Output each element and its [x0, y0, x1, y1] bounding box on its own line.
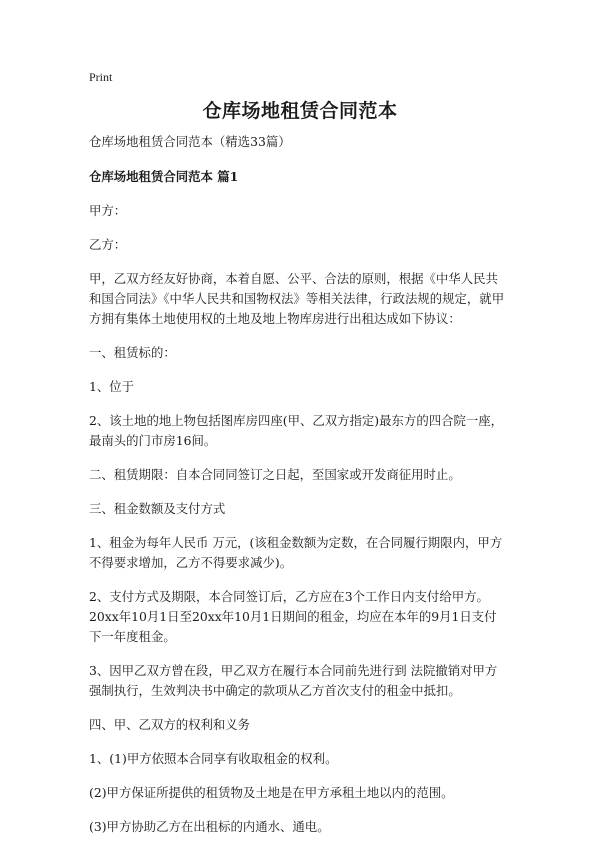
- paragraph-property: 2、该土地的地上物包括图库房四座(甲、乙双方指定)最东方的四合院一座，最南头的门市房16间。: [89, 413, 504, 448]
- document-body: [89, 132, 505, 851]
- paragraph-payment: 2、支付方式及期限，本合同签订后，乙方应在3个工作日内支付给甲方。20xx年10月1日至20xx年10月1日期间的租金，均应在本年的9月1日支付下一年度租金。: [89, 589, 497, 644]
- paragraph-right-1: 1、(1)甲方依照本合同享有收取租金的权利。: [89, 751, 338, 766]
- paragraph-term: 二、租赁期限：自本合同同签订之日起，至国家或开发商征用时止。: [89, 467, 461, 482]
- document-subtitle: 仓库场地租赁合同范本（精选33篇）: [89, 134, 291, 149]
- paragraph-right-2: (2)甲方保证所提供的租赁物及土地是在甲方承租土地以内的范围。: [89, 785, 454, 800]
- paragraph-clause-heading: 一、租赁标的：: [89, 345, 176, 360]
- paragraph-right-3: (3)甲方协助乙方在出租标的内通水、通电。: [89, 819, 330, 834]
- paragraph-location: 1、位于: [89, 379, 135, 394]
- paragraph-rent-amount: 1、租金为每年人民币 万元，(该租金数额为定数，在合同履行期限内，甲方不得要求增加，乙方不得要求减少)。: [89, 535, 503, 570]
- paragraph-clause-heading: 三、租金数额及支付方式: [89, 501, 226, 516]
- document-title: 仓库场地租赁合同范本: [202, 100, 398, 122]
- paragraph-clause-heading: 四、甲、乙双方的权利和义务: [89, 717, 251, 732]
- section-heading: 仓库场地租赁合同范本 篇1: [89, 169, 239, 184]
- print-link[interactable]: Print: [89, 70, 113, 84]
- paragraph-preamble: 甲，乙双方经友好协商，本着自愿、公平、合法的原则，根据《中华人民共和国合同法》《中华人民共和国物权法》等相关法律，行政法规的规定，就甲方拥有集体土地使用权的土地及地上物库房进行出租达成如下协议：: [89, 271, 505, 326]
- paragraph-party-b: 乙方：: [89, 237, 127, 252]
- paragraph-party-a: 甲方：: [89, 203, 127, 218]
- paragraph-offset: 3、因甲乙双方曾在段，甲乙双方在履行本合同前先进行到 法院撤销对甲方强制执行，生效判决书中确定的款项从乙方首次支付的租金中抵扣。: [89, 663, 498, 698]
